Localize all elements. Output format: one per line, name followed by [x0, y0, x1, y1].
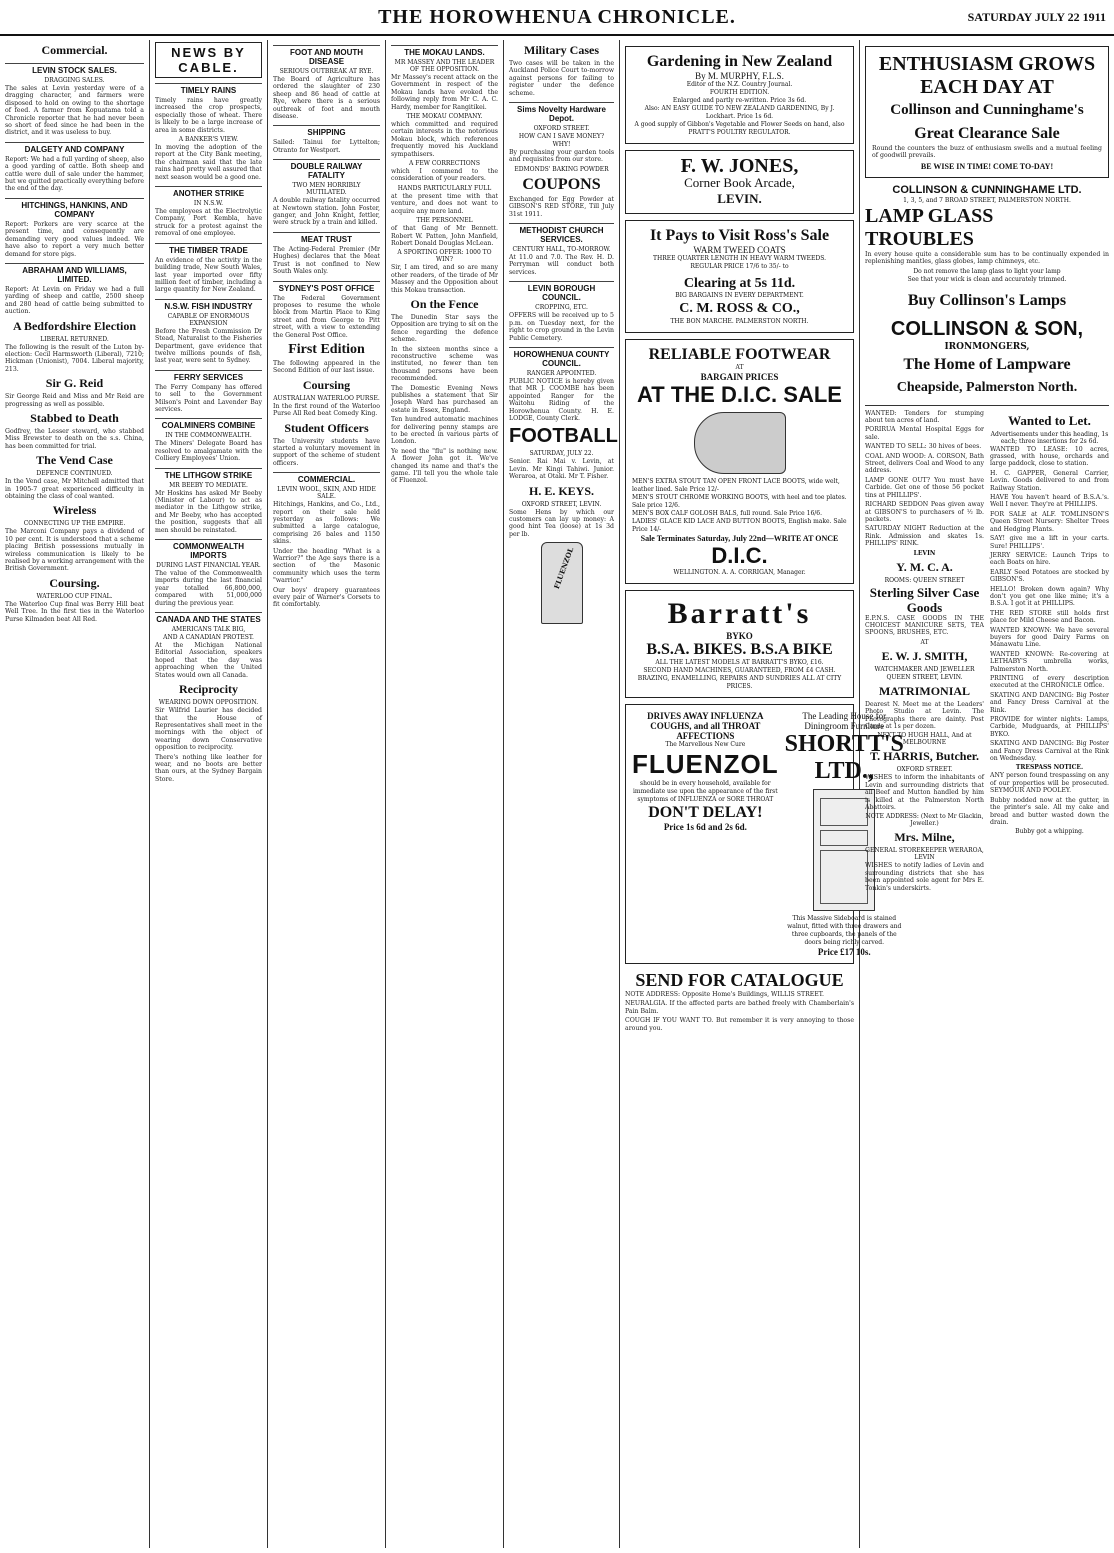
ad-price: Price 1s 6d and 2s 6d.	[663, 822, 747, 832]
article-body: An evidence of the activity in the building trade, New South Wales, last year imported over fifty million feet of timber, including a large quantity for New Zealand.	[155, 256, 262, 294]
article-subheading: MR MASSEY AND THE LEADER OF THE OPPOSITION.	[394, 59, 495, 73]
article-body: In the first round of the Waterloo Purse All Red beat Comedy King.	[273, 402, 380, 418]
harris-address: OXFORD STREET.	[896, 766, 953, 774]
ad-sub: The Marvellous New Cure	[665, 741, 746, 748]
article-heading: The Vend Case	[36, 453, 113, 468]
ad-stock: A good supply of Gibbon's Vegetable and Flower Seeds on hand, also PRATT'S POULTRY REGULATOR.	[634, 121, 845, 136]
fluenzol-bottle-illustration	[541, 542, 583, 624]
ad-title: It Pays to Visit Ross's Sale	[649, 227, 830, 244]
article-subheading: MR BEEBY TO MEDIATE.	[169, 481, 248, 489]
silver-title: Sterling Silver Case Goods	[869, 584, 980, 615]
article-heading: THE LITHGOW STRIKE	[155, 468, 262, 480]
article-body: Mr Hoskins has asked Mr Beeby (Minister of Labour) to act as mediator in the Lithgow strike, and Mr Beeby, who has accepted the position, suggests that all men should be reinstated.	[155, 489, 262, 534]
article-heading: TIMELY RAINS	[155, 83, 262, 95]
ad-item: WARM TWEED COATS	[693, 245, 786, 255]
ad-heading: H. E. KEYS.	[528, 483, 594, 498]
matrimonial-body: Dearest N. Meet me at the Leaders' Photo Studio at Levin. The Photographs there are dainty. Post Cards at 1s per dozen.	[865, 700, 984, 730]
gardening-ad	[625, 46, 854, 144]
bubby-verse: Bubby nodded now at the gutter, in the printer's sale. All my cake and bread and butter wasted down the drain.	[990, 796, 1109, 826]
article-heading: CANADA AND THE STATES	[155, 612, 262, 624]
ad-body: should be in every household, available for immediate use upon the appearance of the first symptoms of INFLUENZA or SORE THROAT	[633, 780, 778, 803]
silver-trade: WATCHMAKER AND JEWELLER	[874, 665, 975, 673]
ymca-title: Y. M. C. A.	[896, 559, 953, 574]
article-body: Godfrey, the Lesser steward, who stabbed Miss Brewster to death on the s.s. China, has been committed for trial.	[5, 427, 144, 450]
section-title: Commercial.	[41, 43, 108, 57]
article-subheading: IN THE COMMONWEALTH.	[165, 432, 252, 440]
ad-item: MEN'S EXTRA STOUT TAN OPEN FRONT LACE BOOTS, wide welt, leather lined. Sale Price 12/-	[632, 478, 840, 493]
article-body: The Acting-Federal Premier (Mr Hughes) declares that the Meat Trust is not confined to New South Wales only.	[273, 245, 380, 276]
ad-name: C. M. ROSS & CO.,	[679, 301, 800, 316]
classified-item: HELLO! Broken down again? Why don't you get one like mine; it's a B.S.A. I got it at PHILLIPS.	[990, 585, 1109, 608]
column-commercial	[0, 40, 150, 1548]
ad-line: EACH DAY AT	[920, 76, 1054, 98]
article-body: Sir, I am tired, and so are many other readers, of the tirade of Mr Massey and the Opposition about this Mokau transaction.	[391, 264, 498, 294]
article-heading: COMMERCIAL.	[273, 472, 380, 484]
football-heading: FOOTBALL	[509, 425, 618, 448]
ad-subheading: OXFORD STREET, LEVIN.	[521, 500, 602, 508]
article-body: Sailed: Tainui for Lyttelton; Otranto for Westport.	[273, 139, 380, 154]
article-heading: N.S.W. FISH INDUSTRY	[155, 299, 262, 311]
article-body: Ten hundred automatic machines for delivering penny stamps are to be erected in various parts of London.	[391, 416, 498, 446]
article-body: Under the heading "What is a Warrior?" the Age says there is a section of the Masonic community which uses the term "warrior."	[273, 547, 380, 585]
notice-subheading: CENTURY HALL, TO-MORROW.	[512, 246, 611, 254]
article-body: Timely rains have greatly increased the crop prospects, especially those of wheat. There is likely to be a large increase of area in some districts.	[155, 97, 262, 134]
ad-line: B.S.A. BIKES. B.S.A BIKE	[646, 641, 833, 658]
classified-item: PROVIDE for winter nights: Lamps, Carbide, Mudguards, at PHILLIPS' BYKO.	[990, 716, 1109, 738]
article-heading: DOUBLE RAILWAY FATALITY	[273, 159, 380, 180]
ad-line: Collinson and Cunninghame's	[890, 102, 1084, 118]
article-heading: FERRY SERVICES	[155, 370, 262, 382]
article-body: In the Vend case, Mr Mitchell admitted that in 1905-7 great experienced difficulty in obtaining the class of coal wanted.	[5, 478, 144, 500]
fluenzol-shortt-ad	[625, 704, 904, 964]
article-body: which committed and required certain interests in the notorious Mokau block, which references frequently moved his Auckland sympathisers.	[391, 121, 498, 158]
article-subheading: AND A CANADIAN PROTEST.	[163, 634, 254, 642]
ad-sale: AT THE D.I.C. SALE	[637, 382, 842, 407]
article-heading: ABRAHAM AND WILLIAMS, LIMITED.	[5, 263, 144, 284]
article-heading: SYDNEY'S POST OFFICE	[273, 281, 380, 293]
article-body: The Marconi Company pays a dividend of 10 per cent. It is understood that a scheme placing British possessions mutually in wireless communication is likely to be realised by a working arrangement with the British Government.	[5, 528, 144, 573]
notice-body: PUBLIC NOTICE is hereby given that MR J. COOMBE has been appointed Ranger for the Waitohu Riding of the Horowhenua County. H. E. LODGE, County Clerk.	[509, 377, 614, 422]
notice-heading: HOROWHENUA COUNTY COUNCIL.	[509, 347, 614, 368]
lamp-body: In every house quite a considerable sum has to be continually expended in replenishing mantles, glass globes, lamp chimneys, etc.	[865, 250, 1109, 266]
article-heading: Coursing.	[49, 575, 100, 590]
classified-item: SAY! give me a lift in your carts. Sure! PHILLIPS'.	[990, 535, 1109, 550]
article-body: Our boys' drapery guarantees every pair of Warner's Corsets to fit comfortably.	[273, 586, 380, 609]
ad-edition: FOURTH EDITION.	[709, 89, 770, 96]
notice-subheading: CROPPING, ETC.	[535, 304, 588, 312]
article-body: of that Gang of Mr Bennett. Robert W. Patten, John Manfield, Robert Donald Douglas McLean.	[391, 225, 498, 247]
article-body: The Federal Government proposes to resume the whole block from Martin Place to King street and from George to Pitt street, with a view to extending the General Post Office.	[273, 294, 380, 339]
silver-at: AT	[920, 638, 929, 646]
article-subheading: WEARING DOWN OPPOSITION.	[158, 699, 259, 707]
cough-notice: COUGH IF YOU WANT TO. But remember it is very annoying to those around you.	[625, 1017, 854, 1032]
classified-item: WANTED TO SELL: 30 hives of bees.	[865, 443, 982, 451]
article-heading: A Bedfordshire Election	[12, 318, 137, 333]
ad-address: NOTE ADDRESS: Opposite Home's Buildings, WILLIS STREET.	[625, 991, 824, 998]
cs-slogan: The Home of Lampware	[903, 355, 1071, 373]
ad-line: ENTHUSIASM GROWS	[878, 53, 1096, 75]
article-subheading: DEFENCE CONTINUED.	[36, 470, 113, 478]
ad-heading: COUPONS	[522, 175, 601, 193]
article-body: The Waterloo Cup final was Berry Hill beat Well Tree. In the first ties in the Waterloo Purse Kilmaden beat All Red.	[5, 600, 144, 623]
ad-head: The Leading House for Diningroom Furniture	[802, 711, 887, 731]
silver-address: QUEEN STREET, LEVIN.	[886, 673, 963, 681]
ad-price: Enlarged and partly re-written. Price 3s 6d.	[672, 97, 807, 104]
cs-trade: IRONMONGERS,	[944, 341, 1030, 352]
article-heading: MEAT TRUST	[273, 232, 380, 244]
article-subheading: AMERICANS TALK BIG,	[171, 626, 246, 634]
article-body: Mr Massey's recent attack on the Government in respect of the Mokau lands have evoked the following reply from Mr C. A. C. Hardy, member for Rangitikei.	[391, 74, 498, 111]
article-body: Sir Wilfrid Laurier has decided that the House of Representatives shall meet in the mornings with the object of wearing down Conservative opposition to reciprocity.	[155, 707, 262, 752]
wanted-to-let-title: Wanted to Let.	[1008, 412, 1091, 428]
ad-subheading: WHY!	[552, 141, 571, 149]
article-body: Before the Fresh Commission Dr Stead, Naturalist to the Fisheries Department, gave evidence that twelve millions pounds of fish, last year, were sent to Sydney.	[155, 327, 262, 365]
harris-pre: NEXT TO HUGH HALL, And at MELBOURNE	[877, 732, 972, 747]
ad-author: By M. MURPHY, F.L.S.	[695, 71, 784, 81]
classified-item: WANTED: Tenders for stumping about ten acres of land.	[865, 409, 984, 425]
article-subheading: THE MOKAU COMPANY.	[406, 113, 483, 121]
article-heading: DALGETY AND COMPANY	[5, 142, 144, 154]
cs-place: Cheapside, Palmerston North.	[896, 379, 1078, 395]
article-body: The Dunedin Star says the Opposition are trying to sit on the fence regarding the defence scheme.	[391, 313, 498, 344]
lamp-heading: LAMP GLASS	[865, 204, 994, 227]
article-heading: SHIPPING	[273, 125, 380, 137]
ad-place: THE BON MARCHE. PALMERSTON NORTH.	[670, 318, 809, 325]
ad-clear-price: Clearing at 5s 11d.	[683, 276, 796, 291]
classified-item: LAMP GONE OUT? You must have Carbide. Get one of those 56 pocket tins at PHILLIPS'.	[865, 476, 984, 499]
article-body: The Miners' Delegate Board has resolved to amalgamate with the Colliery Employees' Union.	[155, 440, 262, 463]
article-heading: Coursing	[302, 377, 351, 392]
cable-banner: NEWS BY CABLE.	[155, 42, 262, 78]
ad-store: D.I.C.	[711, 543, 768, 568]
neuralgia-notice: NEURALGIA. If the affected parts are bathed freely with Chamberlain's Pain Balm.	[625, 1000, 854, 1015]
article-body: The value of the Commonwealth imports during the last financial year totalled 66,800,000, compared with 51,000,000 during the previous year.	[155, 570, 262, 607]
article-heading: Sir G. Reid	[45, 376, 104, 391]
trespass-body: ANY person found trespassing on any of our properties will be prosecuted. SEYMOUR AND POOLEY.	[990, 772, 1109, 795]
ad-body: Exchanged for Egg Powder at GIBSON'S RED STORE, Till July 31st 1911.	[509, 195, 614, 218]
article-subheading: A SPORTING OFFER: 1000 TO WIN?	[397, 249, 492, 264]
article-body: The Ferry Company has offered to sell to the Government Milson's Point and Lavender Bay services.	[155, 383, 262, 413]
article-body: Ye need the "flu" is nothing new. A flower John got it. We've changed its name and that's the game. I'll tell you the whole tale of Fluenzol.	[391, 447, 498, 485]
ad-body: Some Hens by which our customers can lay up money: A good hint Tea (loose) at 1s 3d per lb.	[509, 508, 614, 538]
ad-line: ALL THE LATEST MODELS AT BARRATT'S BYKO, £16.	[655, 659, 824, 666]
article-heading: Stabbed to Death	[30, 410, 119, 425]
article-heading: On the Fence	[410, 296, 479, 311]
ad-subheading: OXFORD STREET.	[533, 125, 590, 133]
article-body: The Domestic Evening News publishes a statement that Sir Joseph Ward has purchased an estate in Essex, England.	[391, 384, 498, 414]
collinson-sale-ad	[865, 46, 1109, 178]
article-heading: Student Officers	[284, 420, 369, 435]
ross-sale-ad	[625, 220, 854, 333]
milne-body: WISHES to notify ladies of Levin and surrounding districts that she has been appointed sole agent for Mrs E. Tonkin's underskirts.	[865, 862, 984, 892]
ad-line: Great Clearance Sale	[914, 125, 1060, 142]
article-body: In moving the adoption of the report at the City Bank meeting, the chairman said that the late rains had pretty well assured that next season would be a good one.	[155, 144, 262, 181]
article-body: Report: At Levin on Friday we had a full yarding of sheep and cattle, 2500 sheep and 280 head of cattle being submitted to auction.	[5, 285, 144, 316]
ad-line: SECOND HAND MACHINES, GUARANTEED, FROM £4 CASH.	[643, 667, 836, 674]
ad-foot: Sale Terminates Saturday, July 22nd—WRITE AT ONCE	[640, 534, 839, 543]
notice-body: At 11.0 and 7.0. The Rev. H. D. Perryman will conduct both services.	[509, 254, 614, 276]
article-heading: Military Cases	[524, 43, 599, 57]
bottle-label: FLUENZOL	[551, 546, 575, 591]
classified-item: WANTED KNOWN: We have several buyers for good Dairy Farms on Manawatu Line.	[990, 626, 1109, 649]
column-ads-b	[860, 40, 1114, 1548]
article-subheading: A BANKER'S VIEW.	[178, 136, 239, 144]
article-body: Hitchings, Hankins, and Co., Ltd., report on their sale held yesterday as follows: We submitted a large catalogue, comprising 26 bales and 1150 skins.	[273, 501, 380, 546]
classified-item: EARLY Seed Potatoes are stocked by GIBSON'S.	[990, 568, 1109, 584]
ad-heading: Sims Novelty Hardware Depot.	[509, 102, 614, 123]
article-body: The following appeared in the Second Edition of our last issue.	[273, 359, 380, 375]
article-body: Sir George Reid and Miss and Mr Reid are progressing as well as possible.	[5, 393, 144, 408]
ad-body: Round the counters the buzz of enthusiasm swells and a mutual feeling of goodwill prevails.	[872, 145, 1102, 160]
article-heading: THE TIMBER TRADE	[155, 243, 262, 255]
ad-sub: BYKO	[726, 631, 753, 641]
article-body: In the sixteen months since a reconstructive scheme was instituted, no fewer than ten thousand persons have been recommended.	[391, 345, 498, 383]
classified-item: THE RED STORE still holds first place for Mild Cheese and Bacon.	[990, 609, 1109, 625]
notice-heading: LEVIN BOROUGH COUNCIL.	[509, 281, 614, 302]
ad-body: This Massive Sideboard is stained walnut, fitted with three drawers and three cupboards, the panels of the doors being richly carved.	[787, 915, 902, 946]
column-mokau	[386, 40, 504, 1548]
article-subheading: LEVIN WOOL, SKIN, AND HIDE SALE.	[277, 486, 376, 501]
ad-foot: BE WISE IN TIME! COME TO-DAY!	[920, 161, 1054, 171]
ad-body: By purchasing your garden tools and requisites from our store.	[509, 149, 614, 164]
lamp-note: Do not remove the lamp glass to light your lamp	[913, 267, 1061, 275]
article-body: at the present time with that venture, and does not want to acquire any more land.	[391, 192, 498, 215]
milne-title: Mrs. Milne,	[894, 830, 955, 845]
article-body: The Board of Agriculture has ordered the slaughter of 230 sheep and 86 head of cattle at Rye, where there is a serious outbreak of foot and mouth disease.	[273, 76, 380, 121]
wanted-to-let-sub: Advertisements under this heading, 1s each; three insertions for 2s 6d.	[990, 430, 1109, 445]
newspaper-title: THE HOROWHENUA CHRONICLE.	[378, 6, 736, 28]
ad-town: LEVIN.	[717, 191, 762, 206]
classified-item: PRINTING of every description executed at the CHRONICLE Office.	[990, 675, 1109, 690]
classified-item: RICHARD SEDDON Peas given away at GIBSON'S to purchasers of ½ lb. packets.	[865, 501, 984, 523]
notice-body: OFFERS will be received up to 5 p.m. on Tuesday next, for the right to crop ground in the Levin Public Cemetery.	[509, 312, 614, 342]
article-subheading: SERIOUS OUTBREAK AT RYE.	[279, 68, 374, 75]
article-heading: First Edition	[288, 341, 365, 357]
article-heading: COMMONWEALTH IMPORTS	[155, 539, 262, 560]
article-body: The University students have started a voluntary movement in support of the scheme of student officers.	[273, 437, 380, 467]
cs-name: COLLINSON & SON,	[890, 317, 1084, 340]
classified-item: SKATING AND DANCING: Big Poster and Fancy Dress Carnival at the Rink on Wednesday.	[990, 740, 1109, 763]
article-subheading: IN N.S.W.	[193, 200, 224, 208]
article-heading: LEVIN STOCK SALES.	[5, 63, 144, 75]
trespass-title: TRESPASS NOTICE.	[1015, 764, 1084, 772]
article-body: Report: We had a full yarding of sheep, also a good yarding of cattle. Both sheep and cattle were dull of sale under the hammer, but we quitted practically everything before the end of the day.	[5, 155, 144, 193]
cc-name: COLLINSON & CUNNINGHAME LTD.	[892, 183, 1082, 196]
classified-item: COAL AND WOOD: A. CORSON, Bath Street, delivers Coal and Wood to any address.	[865, 452, 984, 475]
ad-role: Editor of the N.Z. Country Journal.	[686, 81, 793, 88]
article-heading: FOOT AND MOUTH DISEASE	[273, 45, 380, 66]
ad-subtitle: Corner Book Arcade,	[684, 175, 795, 190]
article-heading: ANOTHER STRIKE	[155, 186, 262, 198]
article-subheading: CONNECTING UP THE EMPIRE.	[23, 520, 126, 528]
classified-item: H. C. GAPPER, General Carrier, Levin. Goods delivered to and from Railway Station.	[990, 469, 1109, 492]
harris-name: T. HARRIS, Butcher.	[869, 749, 979, 764]
send-catalogue: SEND FOR CATALOGUE	[635, 970, 844, 990]
ad-also: Also: AN EASY GUIDE TO NEW ZEALAND GARDENING, By J. Lockhart. Price 1s 6d.	[644, 105, 835, 120]
ad-title: Gardening in New Zealand	[646, 53, 833, 70]
silver-name: E. W. J. SMITH,	[881, 648, 968, 663]
note-address: NOTE ADDRESS: (Next to Mr Glackin, Jeweller.)	[865, 813, 984, 828]
classified-item: SKATING AND DANCING: Big Poster and Fancy Dress Carnival at the Rink.	[990, 691, 1109, 714]
article-body: There's nothing like leather for wear, and no boots are better than ours, at the Sydney Bargain Store.	[155, 753, 262, 783]
ad-item: MEN'S BOX CALF GOLOSH BALS, full round. Sale Price 16/6.	[632, 510, 823, 517]
lamp-foot: See that your wick is clean and accurately trimmed.	[907, 275, 1067, 283]
classified-item: SATURDAY NIGHT Reduction at the Rink. Admission and skates 1s. PHILLIPS' RINK.	[865, 525, 984, 548]
notice-subheading: RANGER APPOINTED.	[526, 369, 597, 377]
article-subheading: AUSTRALIAN WATERLOO PURSE.	[273, 394, 380, 402]
column-news-3	[268, 40, 386, 1548]
ymca-sub: ROOMS: QUEEN STREET	[884, 576, 965, 584]
ad-foot: DON'T DELAY!	[648, 804, 763, 821]
ad-bargain: BARGAIN PRICES	[700, 372, 779, 382]
classified-item: FOR SALE at ALF. TOMLINSON'S Queen Street Nursery: Shelter Trees and Hedging Plants.	[990, 510, 1109, 533]
article-body: At the Michigan National Editorial Association, speakers hoped that the day was approaching when the United States would own all Canada.	[155, 642, 262, 679]
ad-sub: THREE QUARTER LENGTH IN HEAVY WARM TWEEDS.	[653, 255, 826, 262]
ad-price: REGULAR PRICE 17/6 to 35/- to	[690, 263, 789, 270]
column-cable-news	[150, 40, 268, 1548]
article-body: Two cases will be taken in the Auckland Police Court to-morrow against persons for failing to register under the defence scheme.	[509, 60, 614, 97]
article-subheading: THE PERSONNEL	[416, 217, 473, 225]
ad-title: F. W. JONES,	[680, 155, 799, 177]
milne-sub: GENERAL STOREKEEPER WERAROA, LEVIN	[865, 847, 984, 862]
ad-foot: BIG BARGAINS IN EVERY DEPARTMENT.	[675, 292, 804, 299]
article-body: The employees at the Electrolytic Company, Port Kembla, have struck for a protest against the removal of one employee.	[155, 208, 262, 238]
ad-subheading: HOW CAN I SAVE MONEY?	[518, 133, 605, 141]
article-subheading: CAPABLE OF ENORMOUS EXPANSION	[167, 312, 250, 327]
ad-place: WELLINGTON. A. A. CORRIGAN, Manager.	[673, 569, 806, 576]
classified-item: HAVE You haven't heard of B.S.A.'s. Well I never. They're at PHILLIPS.	[990, 494, 1109, 509]
article-body: The sales at Levin yesterday were of a dragging character, and farmers were disposed to hold on owing to the shortage of feed. A farmer from Kopuatama told a Chronicle reporter that he had never been so short of feed since he had been in the district, and it was useless to buy.	[5, 85, 144, 137]
article-body: Report: Porkers are very scarce at the present time, and consequently are demanding very good values indeed. We have also to report a very much better demand for store pigs.	[5, 220, 144, 258]
football-body: Senior. Rai Mai v. Levin, at Levin. Mr Kingi Tahiwi. Junior. Weraroa, at Otaki. Mr T. Fisher.	[509, 458, 614, 481]
article-heading: Reciprocity	[178, 682, 239, 697]
ad-item: MEN'S STOUT CHROME WORKING BOOTS, with heel and toe plates. Sale price 12/6.	[632, 494, 847, 509]
notice-heading: METHODIST CHURCH SERVICES.	[509, 223, 614, 244]
article-heading: COALMINERS COMBINE	[155, 418, 262, 430]
article-subheading: LIBERAL RETURNED.	[40, 335, 109, 343]
ad-at: AT	[735, 364, 744, 371]
harris-body: WISHES to inform the inhabitants of Levin and surrounding districts that all Beef and Mutton handled by him is killed at the Palmerston North Abattoirs.	[865, 774, 984, 811]
football-date: SATURDAY, JULY 22.	[529, 450, 594, 458]
article-heading: Wireless	[52, 503, 97, 518]
ad-subheading: EDMONDS' BAKING POWDER	[514, 165, 609, 173]
ad-head: DRIVES AWAY INFLUENZA COUGHS, and all THROAT AFFECTIONS	[647, 711, 764, 741]
boot-illustration	[694, 412, 786, 474]
ad-line: BRAZING, ENAMELLING, REPAIRS AND SUNDRIES ALL AT CITY PRICES.	[637, 675, 842, 690]
article-subheading: A FEW CORRECTIONS	[408, 160, 481, 168]
ad-price: Price £17 10s.	[817, 947, 871, 957]
article-body: which I commend to the consideration of your readers.	[391, 168, 498, 183]
dic-footwear-ad	[625, 339, 854, 584]
classified-item: WANTED TO LEASE: 10 acres, grassed, with house, orchards and large paddock, close to station.	[990, 445, 1109, 468]
classified-item: PORIRUA Mental Hospital Eggs for sale.	[865, 426, 984, 441]
matrimonial-title: MATRIMONIAL	[878, 683, 971, 698]
article-subheading: WATERLOO CUP FINAL.	[36, 592, 113, 600]
ad-title: RELIABLE FOOTWEAR	[648, 346, 831, 363]
article-heading: HITCHINGS, HANKINS, AND COMPANY	[5, 198, 144, 219]
article-subheading: DURING LAST FINANCIAL YEAR.	[156, 562, 261, 570]
cc-address: 1, 3, 5, and 7 BROAD STREET, PALMERSTON NORTH.	[903, 196, 1071, 204]
lamp-heading: TROUBLES	[865, 227, 974, 250]
ad-title: FLUENZOL	[632, 749, 779, 779]
classified-item: WANTED KNOWN: Re-covering at LETHABY'S umbrella works, Palmerston North.	[990, 650, 1109, 673]
article-heading: THE MOKAU LANDS.	[391, 45, 498, 57]
article-subheading: HANDS PARTICULARLY FULL	[397, 184, 492, 192]
barratt-ad	[625, 590, 854, 698]
buy-lamps: Buy Collinson's Lamps	[907, 291, 1067, 309]
article-subheading: TWO MEN HORRIBLY MUTILATED.	[292, 182, 361, 197]
article-body: The following is the result of the Luton by-election: Cecil Harmsworth (Liberal), 7210; Hickman (Unionist), 7004. Liberal majority, 213.	[5, 343, 144, 373]
ad-title: SHORTT'S LTD.,	[784, 731, 904, 784]
article-body: A double railway fatality occurred at Newtown station. John Foster, ganger, and John Knight, fettler, were struck by a train and killed.	[273, 197, 380, 227]
bubby-foot: Bubby got a whipping.	[1015, 828, 1084, 836]
classified-item: JERRY SERVICE: Launch Trips to each Boats on hire.	[990, 551, 1109, 567]
column-ads-a	[620, 40, 904, 1548]
column-notices	[504, 40, 620, 1548]
masthead	[0, 0, 1114, 36]
ad-title: Barratt's	[667, 597, 812, 630]
issue-date: SATURDAY JULY 22 1911	[967, 10, 1106, 24]
article-subheading: DRAGGING SALES.	[44, 77, 105, 84]
ymca-place: LEVIN	[913, 549, 936, 557]
jones-ad	[625, 150, 854, 214]
silver-body: E.P.N.S. CASE GOODS IN THE CHOICEST MANICURE SETS, TEA SPOONS, BRUSHES, ETC.	[865, 614, 984, 637]
ad-item: LADIES' GLACE KID LACE AND BUTTON BOOTS, English make. Sale Price 14/-	[632, 518, 847, 533]
